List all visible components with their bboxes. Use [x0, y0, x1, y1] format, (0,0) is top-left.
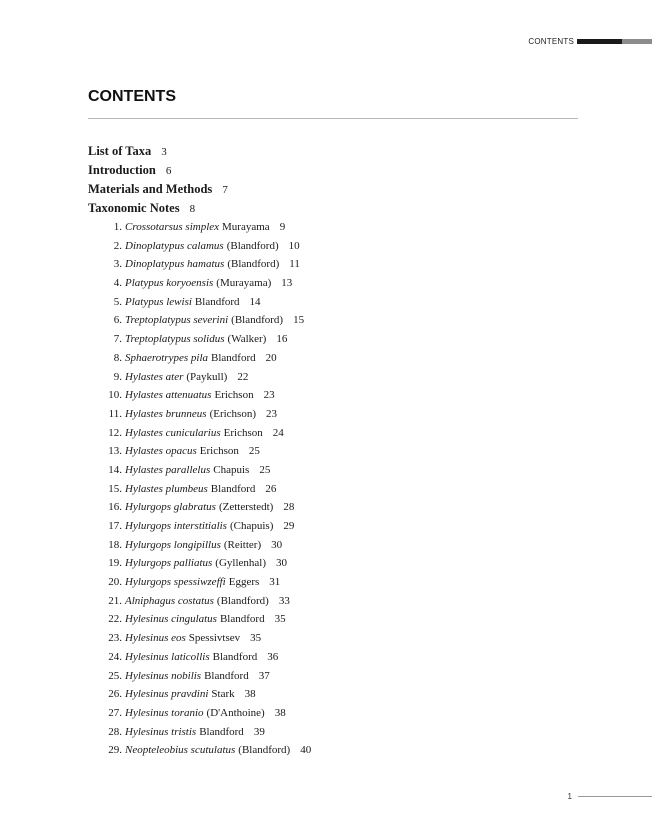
toc-entry-page: 13 [281, 277, 293, 290]
toc-section-page: 7 [222, 184, 228, 196]
toc-entry-taxon: Hylastes brunneus [125, 407, 207, 420]
toc-entry [88, 704, 568, 723]
toc-entry-number: 20. [108, 576, 122, 589]
toc-entry-page: 37 [258, 669, 270, 682]
toc-entry-page: 30 [276, 557, 287, 570]
toc-entry-page: 30 [271, 538, 283, 551]
toc-entry-author: (Erichson) [209, 407, 257, 420]
toc-entry-taxon: Hylesinus eos [125, 632, 186, 645]
toc-entry-author: Stark [211, 688, 235, 701]
toc-entry-page: 16 [276, 333, 288, 346]
toc-section-title: List of Taxa [88, 144, 152, 158]
toc-entry-number: 4. [113, 277, 122, 290]
toc-entry [88, 592, 568, 611]
toc-entry-page: 26 [265, 482, 277, 495]
toc-entry-number: 17. [108, 520, 122, 532]
toc-entry [88, 723, 568, 742]
toc-entry-page: 35 [250, 632, 262, 645]
toc-entry-author: Blandford [204, 669, 249, 682]
toc-section-page: 3 [161, 146, 167, 158]
toc-entry [88, 330, 568, 349]
toc-entry-author: Eggers [228, 576, 260, 589]
toc-entry-page: 33 [278, 594, 290, 607]
running-header-label: CONTENTS [528, 37, 574, 46]
title-rule [88, 118, 578, 119]
toc-entry-number: 8. [113, 351, 122, 364]
toc-entry-taxon: Hylesinus cingulatus [125, 613, 217, 626]
toc-entry-page: 14 [249, 295, 261, 308]
toc-entry-number: 28. [108, 725, 122, 738]
toc-entry [88, 461, 568, 480]
toc-entry-taxon: Hylastes parallelus [125, 463, 211, 476]
toc-entry-author: Blandford [210, 482, 256, 495]
toc-entry-author: (Blandford) [231, 314, 284, 327]
toc-sections [88, 142, 568, 218]
toc-entry-taxon: Hylesinus pravdini [125, 688, 209, 701]
toc-entry-number: 5. [113, 295, 122, 308]
toc-entry-taxon: Dinoplatypus hamatus [125, 258, 225, 271]
toc-entry [88, 237, 568, 256]
toc-entry [88, 405, 568, 424]
toc-entry [88, 274, 568, 293]
toc-entry-page: 40 [300, 744, 312, 757]
toc-entry-author: Blandford [194, 295, 240, 308]
toc-entry-taxon: Hylurgops glabratus [125, 501, 216, 514]
toc-entry-number: 2. [113, 239, 122, 252]
toc-entry-taxon: Treptoplatypus severini [125, 314, 229, 327]
toc-entry [88, 648, 568, 667]
toc-entry-page: 31 [269, 576, 281, 589]
toc-entry-author: (Zetterstedt) [218, 501, 274, 514]
toc-entry-author: (Walker) [227, 333, 267, 346]
table-of-contents [88, 142, 568, 760]
toc-entry-taxon: Hylurgops palliatus [125, 557, 213, 570]
toc-entry-number: 19. [108, 557, 122, 570]
toc-entries-list [88, 218, 568, 760]
toc-section-row [88, 142, 568, 161]
header-bar-dark [577, 39, 622, 44]
toc-entry-page: 25 [259, 463, 271, 476]
toc-entry-taxon: Dinoplatypus calamus [125, 239, 224, 252]
toc-entry [88, 629, 568, 648]
toc-entry-page: 22 [237, 370, 249, 383]
toc-entry [88, 536, 568, 555]
toc-entry [88, 311, 568, 330]
toc-entry [88, 424, 568, 443]
toc-entry [88, 293, 568, 312]
toc-entry-author: (Blandford) [227, 258, 280, 271]
toc-entry [88, 685, 568, 704]
toc-entry-author: (Gyllenhal) [215, 557, 266, 570]
toc-entry-taxon: Hylesinus toranio [125, 706, 204, 719]
toc-entry [88, 667, 568, 686]
page-title: CONTENTS [88, 88, 176, 105]
toc-entry-number: 24. [108, 650, 122, 663]
page-footer [568, 790, 652, 802]
toc-entry-page: 9 [279, 221, 286, 233]
toc-entry-author: (Paykull) [186, 370, 228, 383]
toc-entry-number: 1. [113, 221, 122, 233]
toc-entry-page: 38 [244, 688, 256, 701]
toc-entry-number: 18. [108, 538, 122, 551]
toc-section-page: 6 [165, 165, 172, 177]
running-header [528, 37, 652, 46]
toc-entry-taxon: Sphaerotrypes pila [125, 351, 208, 364]
toc-entry-taxon: Hylesinus nobilis [125, 669, 202, 682]
toc-entry-number: 23. [108, 632, 122, 645]
toc-entry-number: 3. [113, 258, 122, 271]
toc-entry-taxon: Hylastes ater [125, 370, 184, 383]
toc-entry-author: Erichson [223, 426, 263, 439]
toc-entry-page: 10 [288, 239, 300, 252]
toc-entry-page: 36 [267, 650, 279, 663]
toc-entry-page: 23 [263, 389, 275, 402]
toc-entry-page: 25 [248, 445, 260, 458]
toc-entry-taxon: Hylastes plumbeus [125, 482, 208, 495]
toc-entry-taxon: Hylastes opacus [125, 445, 197, 458]
toc-entry-author: (Chapuis) [229, 520, 274, 532]
toc-entry-taxon: Neopteleobius scutulatus [125, 744, 236, 757]
header-bar-grey [622, 39, 652, 44]
toc-section-title: Taxonomic Notes [88, 201, 180, 215]
toc-entry-number: 7. [113, 333, 122, 346]
toc-entry-number: 26. [108, 688, 122, 701]
toc-section-row [88, 199, 568, 218]
toc-entry-number: 13. [108, 445, 122, 458]
toc-entry-number: 25. [108, 669, 122, 682]
toc-entry-number: 14. [108, 463, 122, 476]
toc-entry-author: Erichson [214, 389, 254, 402]
toc-entry-author: (Blandford) [226, 239, 279, 252]
toc-entry-page: 20 [265, 351, 277, 364]
toc-entry-page: 24 [272, 426, 284, 439]
footer-rule [578, 796, 652, 797]
toc-entry [88, 498, 568, 517]
toc-entry-taxon: Platypus koryoensis [125, 277, 214, 290]
toc-entry-taxon: Hylastes attenuatus [125, 389, 212, 402]
toc-entry-page: 39 [253, 725, 265, 738]
toc-entry [88, 368, 568, 387]
toc-entry-page: 23 [266, 407, 278, 420]
toc-entry-taxon: Hylurgops longipillus [125, 538, 221, 551]
toc-entry-number: 21. [108, 594, 122, 607]
toc-entry [88, 480, 568, 499]
toc-entry [88, 741, 568, 760]
toc-entry-author: Blandford [219, 613, 265, 626]
toc-entry-number: 11. [108, 407, 122, 420]
toc-entry-taxon: Hylesinus tristis [125, 725, 197, 738]
toc-entry-taxon: Hylurgops spessiwzeffi [125, 576, 226, 589]
toc-entry [88, 573, 568, 592]
toc-entry-author: (Blandford) [238, 744, 291, 757]
toc-entry [88, 610, 568, 629]
toc-entry-taxon: Hylurgops interstitialis [125, 520, 227, 532]
toc-section-row [88, 161, 568, 180]
toc-entry [88, 554, 568, 573]
toc-entry [88, 442, 568, 461]
toc-entry [88, 218, 568, 237]
toc-entry-page: 15 [293, 314, 305, 327]
toc-entry-number: 29. [108, 744, 122, 757]
toc-entry [88, 255, 568, 274]
toc-entry-page: 11 [289, 258, 300, 271]
toc-entry-number: 16. [108, 501, 122, 514]
toc-section-title: Materials and Methods [88, 182, 213, 196]
toc-entry-author: (Blandford) [216, 594, 269, 607]
toc-entry [88, 386, 568, 405]
toc-entry-page: 35 [274, 613, 286, 626]
toc-entry-number: 9. [113, 370, 122, 383]
folio-page-number: 1 [567, 791, 572, 801]
toc-entry-author: Spessivtsev [188, 632, 241, 645]
toc-entry-author: (Murayama) [216, 277, 272, 290]
toc-entry-taxon: Treptoplatypus solidus [125, 333, 225, 346]
toc-entry-author: (D'Anthoine) [206, 706, 265, 719]
toc-entry-taxon: Hylesinus laticollis [125, 650, 210, 663]
toc-entry-author: (Reitter) [223, 538, 262, 551]
toc-entry-author: Murayama [222, 221, 270, 233]
toc-entry-author: Chapuis [213, 463, 250, 476]
toc-section-row [88, 180, 568, 199]
toc-entry-taxon: Alniphagus costatus [125, 594, 214, 607]
toc-entry-page: 28 [283, 501, 295, 514]
toc-entry [88, 349, 568, 368]
toc-entry-number: 22. [108, 613, 122, 626]
toc-entry [88, 517, 568, 536]
toc-entry-taxon: Crossotarsus simplex [125, 221, 220, 233]
toc-entry-number: 10. [108, 389, 122, 402]
toc-entry-number: 27. [108, 706, 122, 719]
toc-section-page: 8 [189, 203, 196, 215]
toc-entry-author: Blandford [212, 650, 258, 663]
toc-entry-number: 15. [108, 482, 122, 495]
toc-entry-number: 12. [108, 426, 122, 439]
toc-entry-page: 29 [283, 520, 295, 532]
toc-entry-author: Blandford [211, 351, 256, 364]
toc-entry-page: 38 [274, 706, 286, 719]
toc-entry-author: Erichson [199, 445, 239, 458]
toc-entry-taxon: Platypus lewisi [125, 295, 192, 308]
toc-entry-author: Blandford [199, 725, 244, 738]
toc-section-title: Introduction [88, 163, 156, 177]
toc-entry-number: 6. [113, 314, 122, 327]
toc-entry-taxon: Hylastes cunicularius [125, 426, 221, 439]
